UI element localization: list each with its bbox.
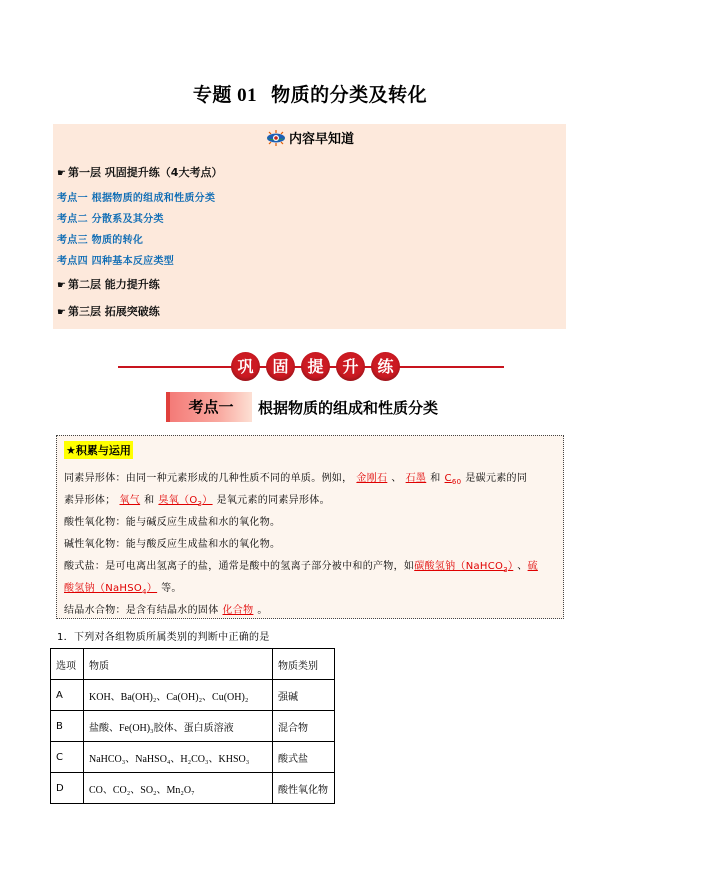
category-cell: 酸性氧化物 <box>273 773 335 804</box>
contents-header <box>53 128 566 150</box>
toc-point-3[interactable] <box>57 231 143 246</box>
contents-header-text: 内容早知道 <box>288 132 354 147</box>
answer-blank: 金刚石 <box>356 473 388 484</box>
text: 素异形体； <box>64 495 116 506</box>
text: 是氧元素的同素异形体。 <box>216 495 330 506</box>
acid-salt-line-1 <box>64 557 538 574</box>
acid-salt-line-2 <box>64 579 182 596</box>
table-row[interactable] <box>51 742 335 773</box>
toc-point-2-label: 考点二 分散系及其分类 <box>57 214 164 225</box>
subscript: 3 <box>503 566 508 574</box>
answer-blank <box>414 561 517 572</box>
toc-layer-2[interactable] <box>57 276 160 292</box>
answer-blank: 化合物 <box>222 605 254 616</box>
section-heading <box>166 392 438 422</box>
substances-cell: 盐酸、Fe(OH)₃胶体、蛋白质溶液 <box>84 711 273 742</box>
allotrope-line-2 <box>64 491 330 508</box>
banner-char: 升 <box>336 352 365 381</box>
subscript: 4 <box>142 588 147 596</box>
option-label: D <box>51 773 84 804</box>
category-cell: 混合物 <box>273 711 335 742</box>
knowledge-label-text: 积累与运用 <box>75 444 131 457</box>
subscript: 3 <box>197 500 203 508</box>
text: 是碳元素的同 <box>465 473 528 484</box>
toc-point-2[interactable] <box>57 210 164 225</box>
text: 臭氧（O <box>158 495 198 506</box>
option-label: B <box>51 711 84 742</box>
table-row[interactable] <box>51 711 335 742</box>
acidic-oxide-line: 酸性氧化物：能与碱反应生成盐和水的氧化物。 <box>64 517 281 528</box>
section-title: 根据物质的组成和性质分类 <box>258 398 439 417</box>
star-icon: ★ <box>66 444 76 457</box>
text: 和 <box>144 495 155 506</box>
banner-char: 提 <box>301 352 330 381</box>
toc-point-1-label: 考点一 根据物质的组成和性质分类 <box>57 193 216 204</box>
toc-layer-1[interactable] <box>57 164 222 180</box>
section-banner <box>118 352 504 382</box>
table-row[interactable] <box>51 680 335 711</box>
topic-title: 物质的分类及转化 <box>271 84 428 106</box>
text: 、 <box>391 473 402 484</box>
basic-oxide-line: 碱性氧化物：能与酸反应生成盐和水的氧化物。 <box>64 539 281 550</box>
header-substance: 物质 <box>84 649 273 680</box>
answer-blank <box>154 495 216 506</box>
page-title <box>0 80 620 107</box>
banner-char: 练 <box>371 352 400 381</box>
subscript: 60 <box>451 478 462 486</box>
toc-layer-3-label: 第三层 拓展突破练 <box>67 305 160 318</box>
answer-blank: 硫 <box>527 561 538 572</box>
text: 酸氢钠（NaHSO <box>64 583 143 594</box>
text: 。 <box>257 605 268 616</box>
section-tag: 考点一 <box>166 392 252 422</box>
text: ） <box>507 561 514 572</box>
contents-overview <box>53 124 566 329</box>
option-label: A <box>51 680 84 711</box>
text: 、 <box>517 561 528 572</box>
pointing-hand-icon: ☛ <box>57 168 66 179</box>
allotrope-line-1 <box>64 469 527 486</box>
category-cell: 强碱 <box>273 680 335 711</box>
substances-cell: NaHCO₃、NaHSO₄、H₂CO₃、KHSO₃ <box>84 742 273 773</box>
option-label: C <box>51 742 84 773</box>
header-option: 选项 <box>51 649 84 680</box>
text: 等。 <box>161 583 182 594</box>
category-cell: 酸式盐 <box>273 742 335 773</box>
substances-cell: KOH、Ba(OH)₂、Ca(OH)₂、Cu(OH)₂ <box>84 680 273 711</box>
text: ） <box>146 583 158 594</box>
text: C <box>444 473 452 484</box>
question-stem: 1．下列对各组物质所属类别的判断中正确的是 <box>57 632 270 643</box>
pointing-hand-icon: ☛ <box>57 307 66 318</box>
knowledge-box <box>56 435 564 619</box>
toc-point-4-label: 考点四 四种基本反应类型 <box>57 256 175 267</box>
text: 碳酸氢钠（NaHCO <box>414 561 504 572</box>
pointing-hand-icon: ☛ <box>57 280 66 291</box>
toc-point-4[interactable] <box>57 252 174 267</box>
hydrate-line <box>64 601 268 616</box>
banner-char: 巩 <box>231 352 260 381</box>
table-header-row <box>51 649 335 680</box>
answer-blank: 氧气 <box>119 495 141 506</box>
text: 和 <box>430 473 441 484</box>
text: 同素异形体：由同一种元素形成的几种性质不同的单质。例如， <box>64 473 353 484</box>
header-category: 物质类别 <box>273 649 335 680</box>
toc-layer-3[interactable] <box>57 303 160 319</box>
text: 酸式盐：是可电离出氢离子的盐，通常是酸中的氢离子部分被中和的产物，如 <box>64 561 415 572</box>
knowledge-label <box>64 441 133 459</box>
answer-blank <box>64 583 161 594</box>
table-row[interactable] <box>51 773 335 804</box>
answer-blank: 石墨 <box>405 473 427 484</box>
text: ） <box>202 495 213 506</box>
toc-layer-2-label: 第二层 能力提升练 <box>67 278 160 291</box>
answer-blank <box>441 473 466 484</box>
substances-cell: CO、CO₂、SO₂、Mn₂O₇ <box>84 773 273 804</box>
toc-point-3-label: 考点三 物质的转化 <box>57 235 144 246</box>
text: 结晶水合物：是含有结晶水的固体 <box>64 605 219 616</box>
banner-char: 固 <box>266 352 295 381</box>
toc-point-1[interactable] <box>57 189 215 204</box>
topic-number: 专题 01 <box>192 85 258 106</box>
eye-icon <box>265 130 287 150</box>
options-table <box>50 648 335 804</box>
toc-layer-1-label: 第一层 巩固提升练（4大考点） <box>67 166 223 179</box>
